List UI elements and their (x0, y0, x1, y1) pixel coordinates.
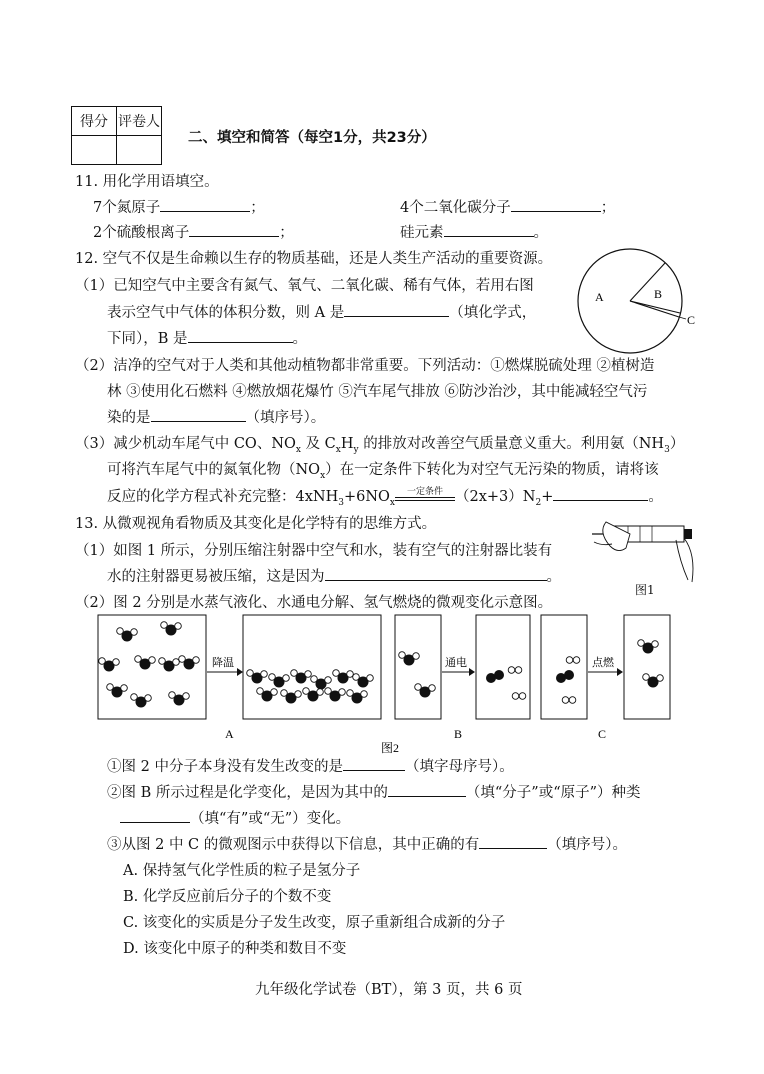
q13-s2-blank-2[interactable] (120, 808, 190, 823)
figure-label-c: C (598, 727, 607, 741)
q13-p1-line1: （1）如图 1 所示，分别压缩注射器中空气和水，装有空气的注射器比装有 (75, 543, 553, 559)
score-header: 得分 (72, 107, 117, 136)
q13-s3-blank[interactable] (479, 834, 547, 849)
figure-label-b: B (454, 727, 463, 741)
score-table (71, 106, 162, 165)
arrow-label-c: 点燃 (592, 657, 614, 669)
score-cell (72, 136, 117, 165)
q11-stem: 11. 用化学用语填空。 (75, 174, 219, 190)
q11-b-blank[interactable] (511, 197, 601, 212)
figure-2 (95, 612, 675, 757)
q13-s2-line1: ②图 B 所示过程是化学变化，是因为其中的 （填“分子”或“原子”）种类 (107, 781, 641, 802)
air-composition-pie (568, 246, 698, 356)
grader-cell (117, 136, 162, 165)
q11-b: 4个二氧化碳分子 ； (400, 196, 615, 217)
q12-p2-line3: 染的是 （填序号）。 (107, 406, 325, 427)
equation-condition: 一定条件 (406, 486, 443, 497)
option-c: C. 该变化的实质是分子发生改变，原子重新组合成新的分子 (123, 915, 506, 931)
arrow-label-a: 降温 (212, 657, 234, 669)
q11-c-blank[interactable] (189, 222, 279, 237)
q11-c: 2个硫酸根离子 ； (93, 221, 294, 242)
q12-stem: 12. 空气不仅是生命赖以生存的物质基础，还是人类生产活动的重要资源。 (75, 251, 553, 267)
q12-p3-line2: 可将汽车尾气中的氮氧化物$(NO_x)$在一定条件下转化为对空气无污染的物质，请将该 (107, 462, 659, 481)
page-footer: 九年级化学试卷（BT），第 3 页，共 6 页 (255, 982, 523, 998)
q12-p2-blank[interactable] (151, 407, 246, 422)
q13-s3: ③从图 2 中 C 的微观图示中获得以下信息，其中正确的有 （填序号）。 (107, 833, 627, 854)
q11-d-blank[interactable] (444, 222, 534, 237)
q11-a-blank[interactable] (160, 197, 250, 212)
figure-label-a: A (225, 727, 234, 741)
figure-2-caption: 图2 (381, 741, 400, 755)
section-title: 二、填空和简答（每空1分，共23分） (188, 130, 436, 146)
q11-a: 7个氮原子 ； (93, 196, 265, 217)
q12-p2-line1: （2）洁净的空气对于人类和其他动植物都非常重要。下列活动：①燃煤脱硫处理 ②植树造 (75, 358, 655, 374)
pie-label-c: C (687, 313, 696, 327)
grader-header: 评卷人 (117, 107, 162, 136)
option-d: D. 该变化中原子的种类和数目不变 (123, 941, 347, 957)
q13-s1-blank[interactable] (343, 756, 405, 771)
q11-d: 硅元素 。 (400, 221, 548, 242)
q12-p1-line3: 下同），B 是 。 (107, 327, 307, 348)
q12-b-blank[interactable] (188, 328, 293, 343)
option-a: A. 保持氢气化学性质的粒子是氢分子 (123, 863, 361, 879)
q13-p1-line2: 水的注射器更易被压缩，这是因为 。 (107, 565, 561, 586)
figure-1-caption: 图1 (635, 583, 655, 597)
q13-stem: 13. 从微观视角看物质及其变化是化学特有的思维方式。 (75, 516, 437, 532)
q12-p1-line1: （1）已知空气中主要含有氮气、氧气、二氧化碳、稀有气体，若用右图 (75, 278, 534, 294)
syringe-figure (588, 512, 698, 592)
arrow-label-b: 通电 (445, 657, 467, 669)
q13-s2-line2: （填“有”或“无”）变化。 (120, 807, 350, 828)
q13-s2-blank-1[interactable] (388, 782, 466, 797)
option-b: B. 化学反应前后分子的个数不变 (123, 889, 332, 905)
q13-p2: （2）图 2 分别是水蒸气液化、水通电分解、氢气燃烧的微观变化示意图。 (75, 595, 553, 611)
q12-a-blank[interactable] (344, 302, 449, 317)
q12-p3-line1: （3）减少机动车尾气中 CO、$NO_x$ 及 $C_xH_y$ 的排放对改善空气质量意义重大。利用氨$(NH_3)$ (75, 436, 685, 455)
q12-p3-line3: 反应的化学方程式补充完整：$4xNH_3+6NO_x$ 一定条件 $(2x+3)N_2+$ 。 (107, 485, 663, 508)
q12-p3-blank[interactable] (553, 486, 648, 501)
pie-label-b: B (654, 287, 663, 301)
q12-p2-line2: 林 ③使用化石燃料 ④燃放烟花爆竹 ⑤汽车尾气排放 ⑥防沙治沙，其中能减轻空气污 (107, 384, 648, 400)
q13-p1-blank[interactable] (325, 566, 547, 581)
q13-s1: ①图 2 中分子本身没有发生改变的是 （填字母序号）。 (107, 755, 514, 776)
q12-p1-line2: 表示空气中气体的体积分数，则 A 是 （填化学式， (107, 301, 536, 322)
pie-label-a: A (595, 290, 604, 304)
